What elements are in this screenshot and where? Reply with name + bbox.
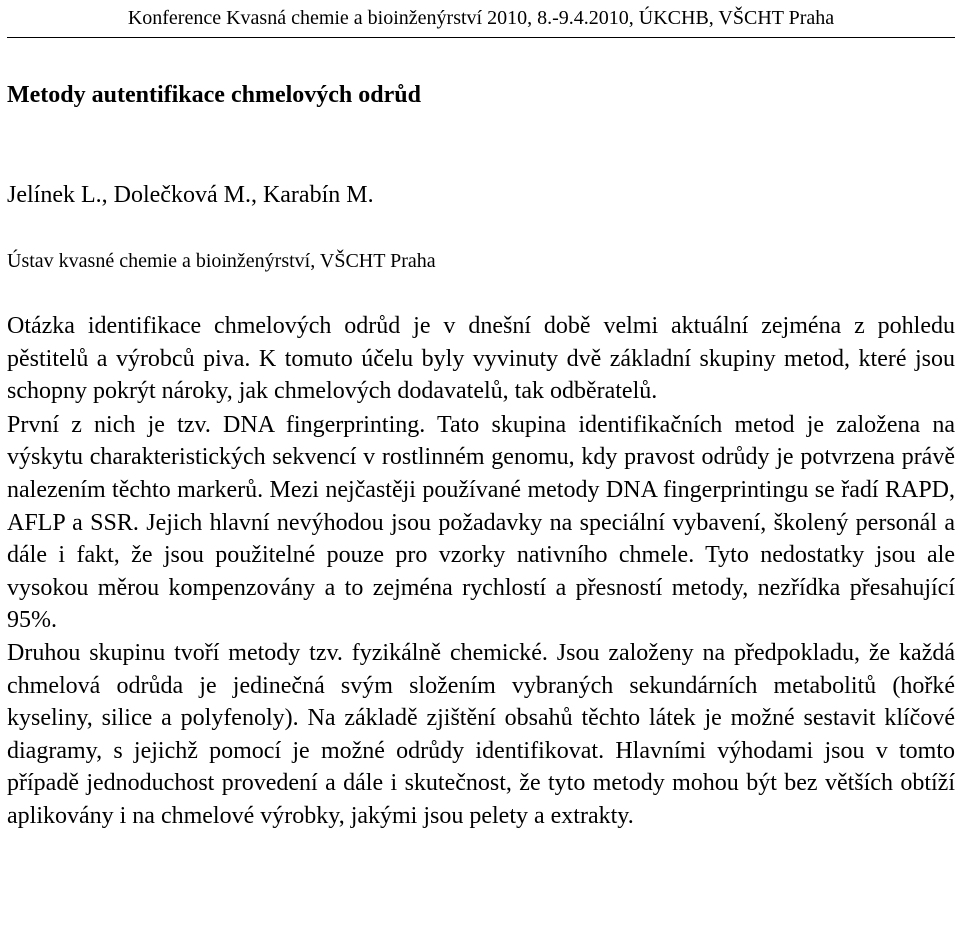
conference-header: Konference Kvasná chemie a bioinženýrství 2010, 8.-9.4.2010, ÚKCHB, VŠCHT Praha [127,7,835,29]
paper-title: Metody autentifikace chmelových odrůd [7,82,421,108]
paper-authors: Jelínek L., Dolečková M., Karabín M. [7,182,374,208]
paper-affiliation: Ústav kvasné chemie a bioinženýrství, VŠCHT Praha [7,250,436,272]
abstract-paragraph-1: Otázka identifikace chmelových odrůd je v dnešní době velmi aktuální zejména z pohledu pěstitelů a výrobců piva. K tomuto účelu byly vyvinuty dvě základní skupiny metod, které jsou schopny pokrýt nároky, jak chmelových dodavatelů, tak odběratelů. [7,313,955,405]
abstract-body [7,310,955,833]
abstract-paragraph-3: Druhou skupinu tvoří metody tzv. fyzikálně chemické. Jsou založeny na předpokladu, že každá chmelová odrůda je jedinečná svým složením vybraných sekundárních metabolitů (hořké kyseliny, silice a polyfenoly). Na základě zjištění obsahů těchto látek je možné sestavit klíčové diagramy, s jejichž pomocí je možné odrůdy identifikovat. Hlavními výhodami jsou v tomto případě jednoduchost provedení a dále i skutečnost, že tyto metody mohou být bez větších obtíží aplikovány i na chmelové výrobky, jakými jsou pelety a extrakty. [7,639,955,829]
header-divider [7,37,955,38]
abstract-paragraph-2: První z nich je tzv. DNA fingerprinting. Tato skupina identifikačních metod je založena na výskytu charakteristických sekvencí v rostlinném genomu, kdy pravost odrůdy je potvrzena právě nalezením těchto markerů. Mezi nejčastěji používané metody DNA fingerprintingu se řadí RAPD, AFLP a SSR. Jejich hlavní nevýhodou jsou požadavky na speciální vybavení, školený personál a dále i fakt, že jsou použitelné pouze pro vzorky nativního chmele. Tyto nedostatky jsou ale vysokou měrou kompenzovány a to zejména rychlostí a přesností metody, nezřídka přesahující 95%. [7,411,955,634]
